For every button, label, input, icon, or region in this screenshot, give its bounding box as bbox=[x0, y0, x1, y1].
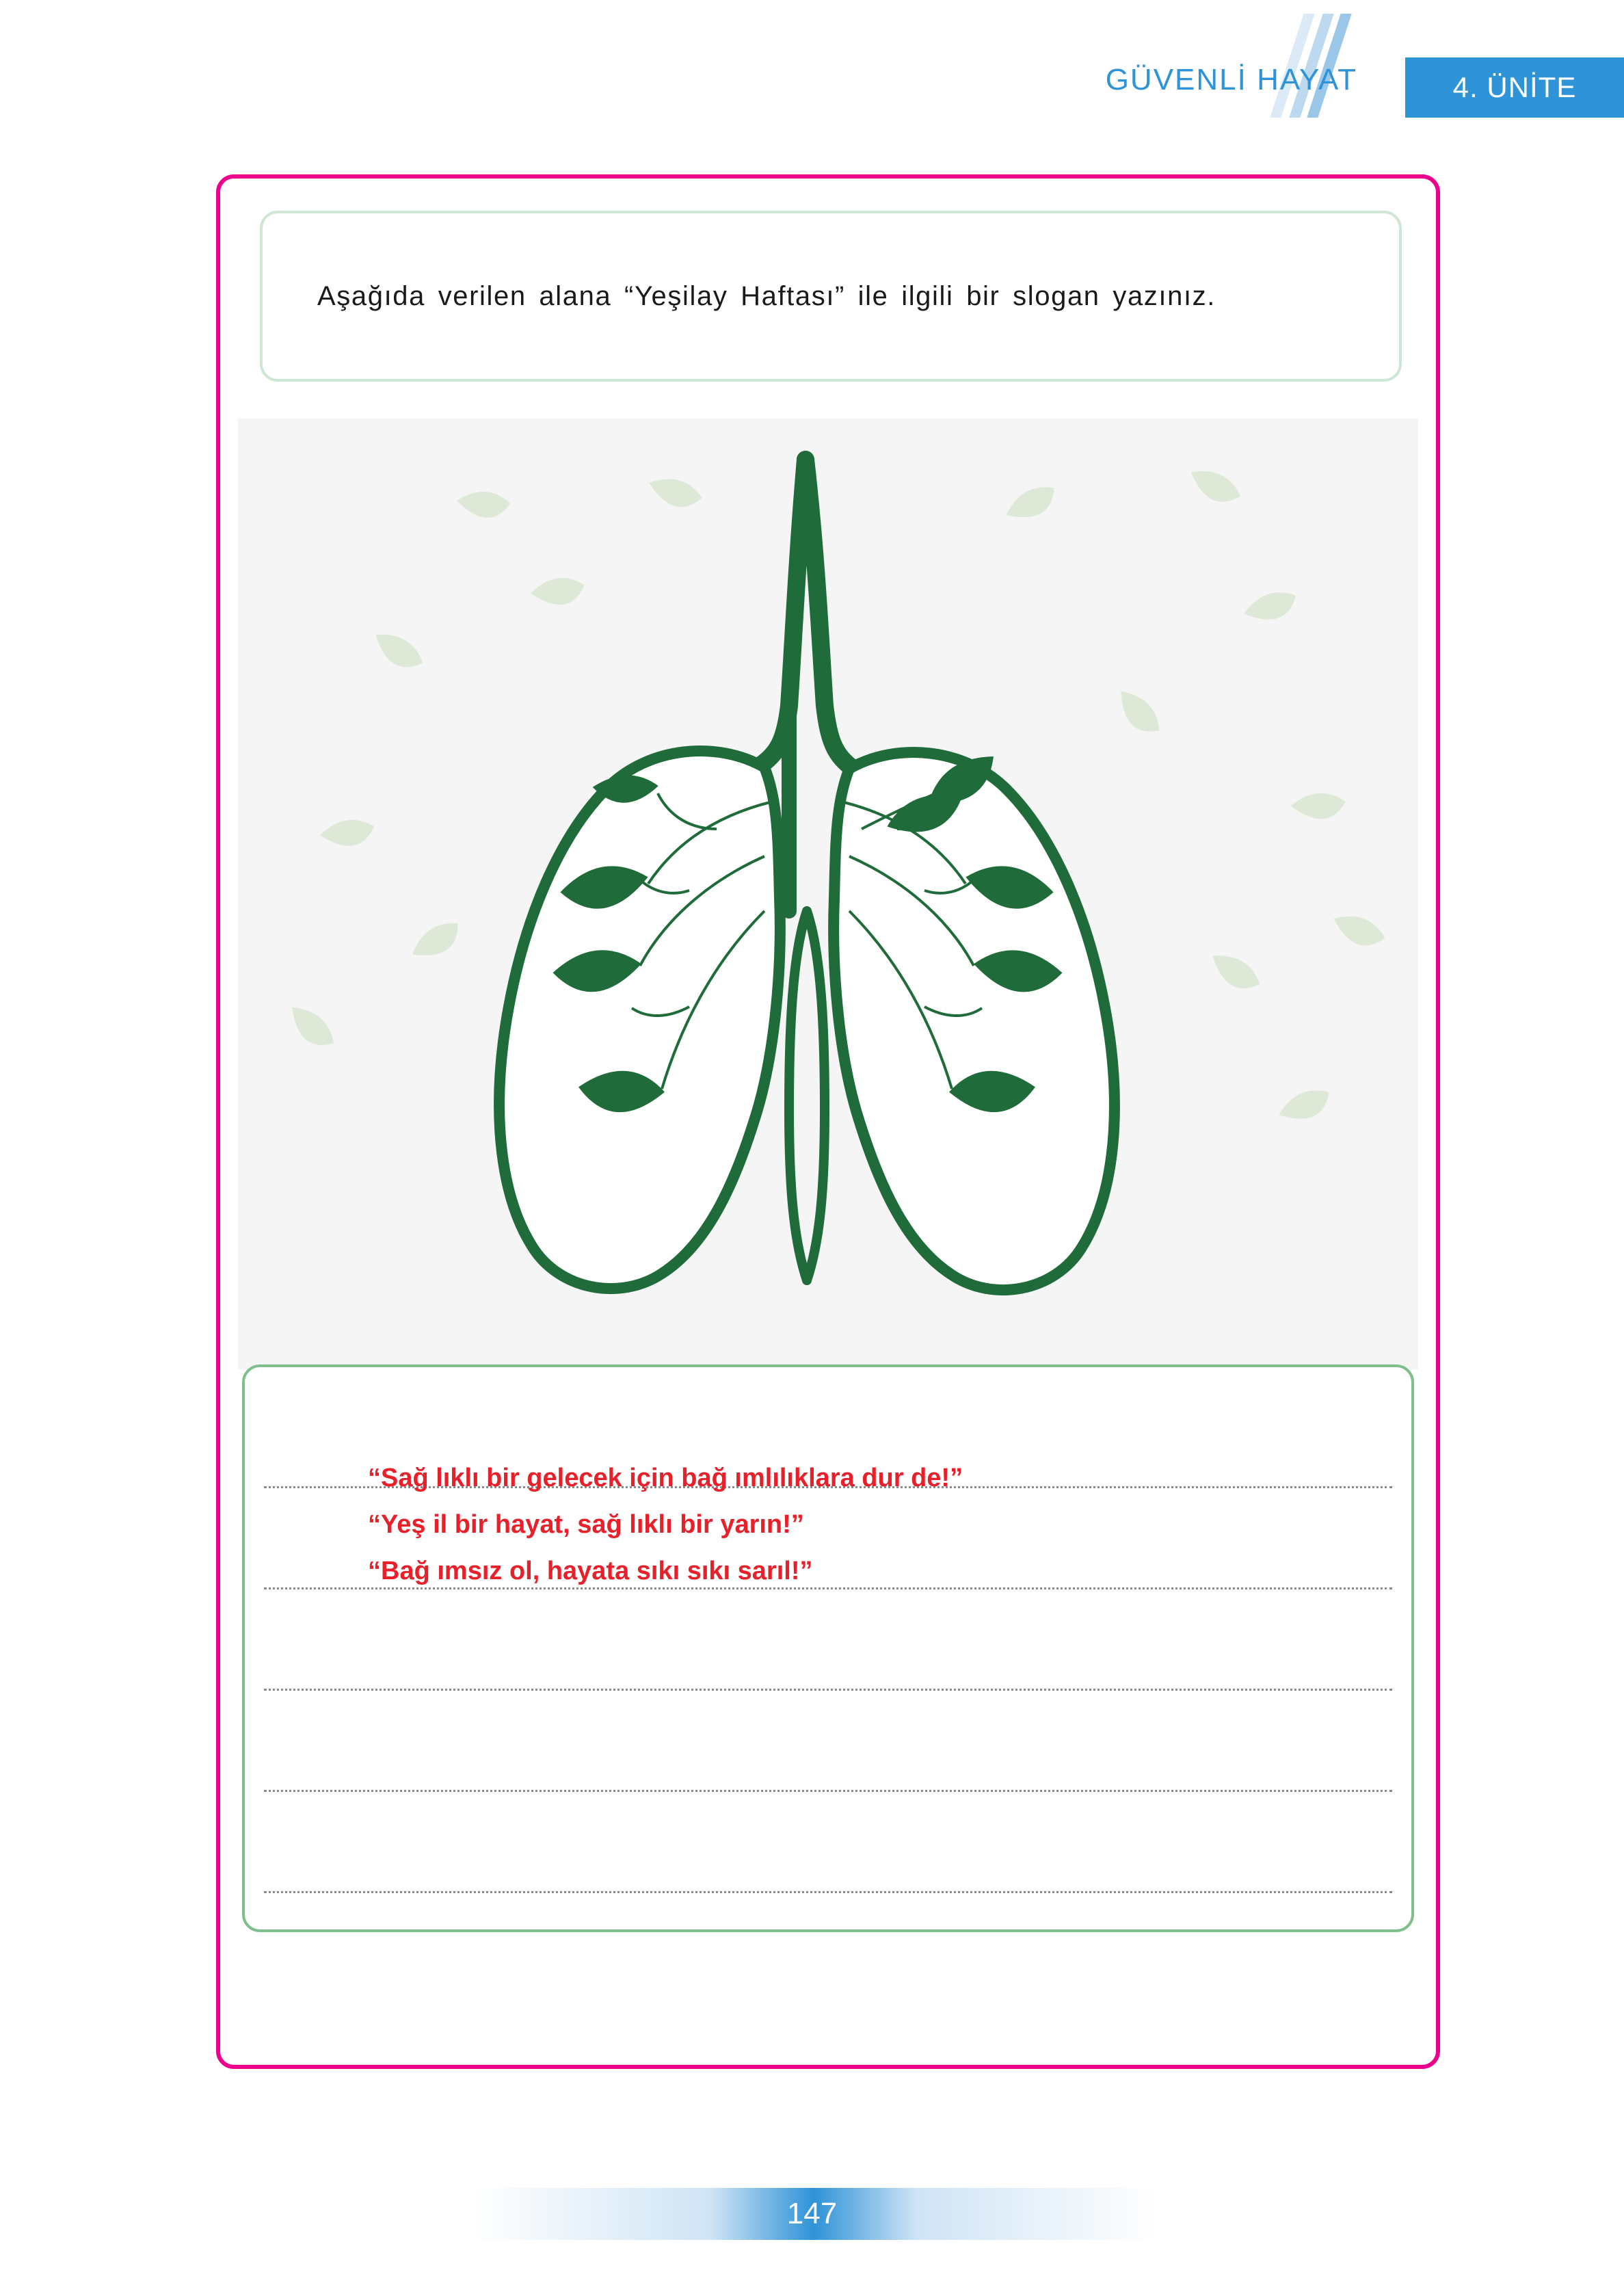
page-header bbox=[0, 0, 1624, 137]
slogan-answer-box[interactable] bbox=[242, 1364, 1414, 1932]
writing-line-4 bbox=[264, 1790, 1392, 1792]
page-footer bbox=[0, 2147, 1624, 2270]
answer-line-3: “Bağ ımsız ol, hayata sıkı sıkı sarıl!” bbox=[368, 1557, 813, 1585]
writing-line-5 bbox=[264, 1891, 1392, 1893]
answer-line-1: “Sağ lıklı bir gelecek için bağ ımlılıklara dur de!” bbox=[368, 1464, 963, 1492]
lungs-with-leaves-icon bbox=[238, 419, 1418, 1369]
header-unit-title: GÜVENLİ HAYAT bbox=[1105, 63, 1357, 96]
writing-line-3 bbox=[264, 1689, 1392, 1691]
student-answer-text bbox=[368, 1455, 1312, 1594]
header-unit-badge bbox=[1405, 57, 1624, 118]
answer-line-2: “Yeş il bir hayat, sağ lıklı bir yarın!” bbox=[368, 1510, 804, 1539]
instruction-text: Aşağıda verilen alana “Yeşilay Haftası” ile ilgili bir slogan yazınız. bbox=[317, 280, 1216, 311]
instruction-box bbox=[260, 211, 1402, 382]
header-unit-badge-label: 4. ÜNİTE bbox=[1452, 71, 1577, 103]
page-number: 147 bbox=[786, 2197, 838, 2230]
